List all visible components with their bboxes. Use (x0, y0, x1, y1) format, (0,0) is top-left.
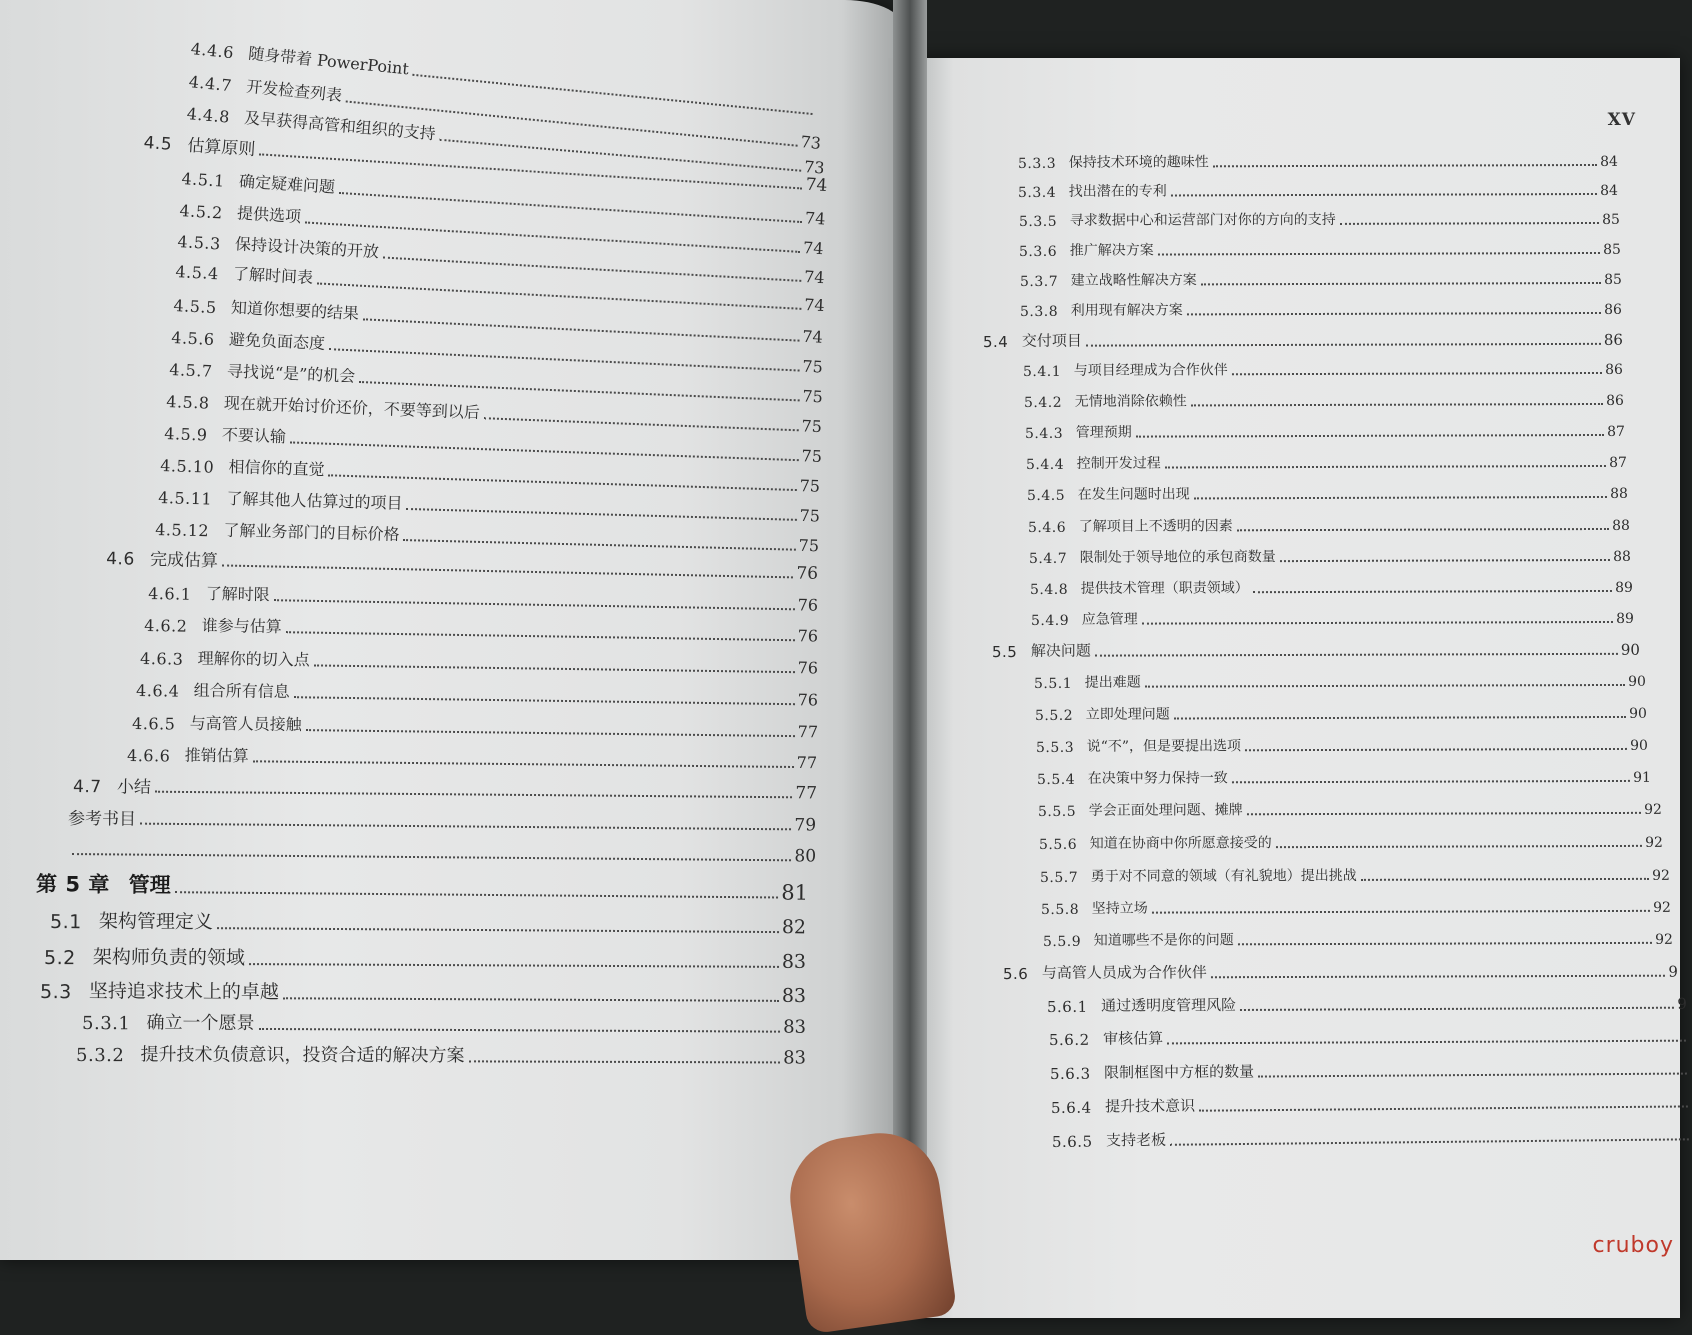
toc-entry (1040, 864, 1670, 886)
toc-page-number: 76 (797, 658, 819, 678)
toc-entry-title: 避免负面态度 (228, 329, 326, 353)
toc-entry (1036, 734, 1648, 756)
toc-page-number: 76 (797, 690, 819, 710)
toc-page-number: 82 (781, 916, 807, 939)
toc-entry-title: 寻求数据中心和运营部门对你的方向的支持 (1069, 211, 1336, 229)
toc-entry (1020, 298, 1622, 320)
toc-entry-number: 5.3.3 (1017, 155, 1057, 172)
toc-entry-title: 管理 (128, 872, 171, 898)
toc-leader-dots (1142, 620, 1613, 625)
toc-entry-title: 无情地消除依赖性 (1074, 393, 1187, 410)
toc-entry (1038, 798, 1662, 820)
toc-leader-dots (1258, 1071, 1687, 1077)
toc-page-number: 9 (1677, 994, 1687, 1013)
toc-entry-title: 参考书目 (68, 809, 137, 830)
toc-entry-number: 4.4.6 (190, 39, 235, 63)
toc-leader-dots (1136, 433, 1604, 438)
toc-page-number: 74 (802, 238, 824, 259)
toc-leader-dots (1238, 941, 1652, 945)
toc-entry-number: 4.5.6 (171, 328, 216, 349)
toc-entry-title: 了解时间表 (232, 264, 314, 288)
toc-entry-title: 与高管人员成为合作伙伴 (1041, 963, 1207, 982)
toc-entry-title: 勇于对不同意的领域（有礼貌地）提出挑战 (1090, 867, 1357, 885)
toc-page-number: 86 (1603, 330, 1623, 349)
watermark: cruboy (1592, 1233, 1674, 1258)
toc-entry-number: 4.6.3 (140, 649, 184, 669)
toc-page-number: 90 (1630, 737, 1648, 754)
toc-entry-number: 5.5.5 (1037, 803, 1077, 820)
toc-entry (1020, 268, 1622, 290)
toc-leader-dots (1191, 402, 1603, 406)
toc-page-number: 85 (1602, 211, 1620, 228)
toc-leader-dots (469, 1059, 781, 1063)
toc-entry (44, 942, 806, 973)
toc-leader-dots (1276, 844, 1642, 848)
toc-entry-title: 了解项目上不透明的因素 (1078, 518, 1233, 535)
toc-entry-title: 寻找说“是”的机会 (226, 361, 356, 386)
toc-page-number: 88 (1610, 485, 1628, 502)
toc-entry-title: 相信你的直觉 (228, 457, 325, 480)
toc-entry-number: 5.3.2 (76, 1045, 125, 1067)
toc-entry (1019, 208, 1620, 230)
toc-entry-number: 5.5.2 (1034, 707, 1074, 724)
toc-page-number: 77 (795, 783, 818, 804)
toc-page-number: 75 (801, 446, 823, 466)
toc-entry-title: 应急管理 (1081, 611, 1138, 628)
toc-page-number: 91 (1633, 769, 1651, 786)
toc-page-number: 84 (1600, 153, 1618, 170)
toc-page-number: 81 (781, 880, 809, 905)
toc-entry-number: 5.4.1 (1022, 363, 1062, 380)
toc-entry-title: 立即处理问题 (1085, 706, 1170, 723)
toc-page-number: 86 (1605, 361, 1623, 378)
toc-entry-number: 4.5.12 (155, 520, 210, 541)
toc-entry-title: 说“不”，但是要提出选项 (1086, 738, 1242, 755)
toc-entry-title: 完成估算 (149, 549, 219, 572)
toc-leader-dots (1170, 1137, 1689, 1145)
toc-entry (1041, 896, 1671, 918)
toc-entry (983, 328, 1623, 351)
toc-leader-dots (1247, 811, 1641, 815)
toc-entry-number: 4.6 (106, 549, 135, 570)
toc-entry (1025, 420, 1625, 442)
toc-leader-dots (1187, 311, 1601, 315)
toc-entry-number: 第 5 章 (36, 872, 110, 897)
toc-entry-number: 5.5.3 (1035, 739, 1075, 756)
toc-leader-dots (306, 728, 795, 737)
toc-page-number: 73 (799, 132, 822, 153)
toc-entry-number: 5.4.8 (1029, 581, 1069, 598)
toc-page-number: 83 (781, 984, 807, 1008)
toc-page-number: 74 (805, 174, 828, 197)
toc-leader-dots (1232, 779, 1630, 783)
toc-page-number: 76 (796, 563, 819, 584)
toc-entry-title: 推广解决方案 (1069, 242, 1154, 259)
toc-entry-title: 了解时限 (205, 584, 270, 605)
toc-entry-title: 了解其他人估算过的项目 (226, 488, 403, 513)
toc-entry-title: 在发生问题时出现 (1077, 486, 1190, 503)
toc-leader-dots (1194, 495, 1607, 499)
toc-page-number: 76 (797, 626, 819, 646)
toc-page-number: 73 (803, 156, 826, 178)
toc-page-number: 88 (1612, 517, 1630, 534)
toc-page-number: 90 (1629, 705, 1647, 722)
toc-entry-title: 管理预期 (1075, 424, 1132, 441)
toc-entry (1050, 1058, 1690, 1083)
toc-entry-number: 4.4.8 (186, 104, 231, 127)
toc-entry-number: 5.3.8 (1019, 303, 1059, 320)
toc-entry (1003, 960, 1678, 983)
toc-entry (1043, 928, 1673, 950)
toc-entry-title: 提升技术意识 (1105, 1096, 1196, 1116)
toc-leader-dots (283, 996, 779, 1002)
toc-entry-number: 4.5.11 (158, 488, 213, 509)
toc-entry-title: 解决问题 (1030, 641, 1091, 660)
toc-entry-title: 在决策中努力保持一致 (1087, 770, 1228, 787)
toc-leader-dots (1240, 1006, 1674, 1011)
toc-entry-number: 5.5.8 (1040, 901, 1080, 918)
toc-entry-title: 架构师负责的领域 (92, 946, 245, 970)
toc-page-number: 75 (801, 356, 824, 377)
toc-entry-title: 理解你的切入点 (197, 648, 310, 670)
toc-leader-dots (1232, 371, 1602, 375)
toc-leader-dots (1086, 342, 1601, 347)
toc-entry-number: 5.1 (50, 911, 82, 934)
toc-entry-title: 与项目经理成为合作伙伴 (1073, 362, 1228, 379)
toc-entry-title: 了解业务部门的目标价格 (223, 520, 400, 544)
toc-entry-title: 知道哪些不是你的问题 (1093, 932, 1234, 949)
toc-entry (1047, 992, 1687, 1016)
toc-page-number: 92 (1655, 931, 1673, 948)
toc-page-number: 74 (803, 294, 826, 316)
toc-entry (1030, 576, 1633, 598)
toc-leader-dots (140, 822, 791, 831)
toc-entry-title: 提出难题 (1084, 674, 1141, 691)
toc-entry-title: 架构管理定义 (98, 910, 213, 934)
book-gutter (893, 0, 927, 1260)
toc-entry-number: 5.6.3 (1049, 1064, 1091, 1083)
toc-entry-number: 5.6.1 (1046, 997, 1088, 1016)
toc-entry-number: 5.3.5 (1018, 213, 1058, 230)
toc-entry (1024, 389, 1624, 411)
toc-entry (1026, 451, 1627, 473)
toc-entry-number: 5.5.4 (1036, 771, 1076, 788)
toc-entry-number: 4.5.4 (175, 262, 220, 284)
toc-leader-dots (253, 759, 794, 768)
toc-entry-number: 5.3.1 (82, 1013, 131, 1035)
toc-page-number: 85 (1604, 271, 1622, 288)
toc-entry-number: 5.4.5 (1026, 487, 1066, 504)
toc-page-number: 74 (803, 267, 826, 288)
toc-page-number: 92 (1653, 899, 1671, 916)
toc-entry-number: 4.5.5 (173, 296, 218, 318)
toc-leader-dots (1158, 251, 1600, 256)
toc-page-number: 85 (1603, 241, 1621, 258)
toc-entry (1039, 831, 1663, 853)
toc-entry-number: 4.6.4 (136, 681, 180, 701)
toc-leader-dots (155, 790, 793, 799)
toc-entry-number: 4.5.9 (164, 424, 208, 445)
toc-page-number: 75 (798, 535, 820, 556)
toc-page-number: 90 (1620, 640, 1640, 659)
toc-entry-title: 学会正面处理问题、摊牌 (1088, 802, 1243, 819)
toc-leader-dots (1245, 747, 1627, 751)
toc-entry-number: 4.6.5 (132, 714, 176, 734)
toc-entry-title: 支持老板 (1105, 1130, 1167, 1150)
toc-entry-title: 与高管人员接触 (189, 713, 302, 735)
toc-entry (1034, 670, 1646, 692)
toc-entry (1037, 766, 1651, 788)
toc-entry-title: 限制处于领导地位的承包商数量 (1079, 549, 1276, 566)
toc-entry-number: 5.4.6 (1027, 519, 1067, 536)
toc-page-number: 77 (796, 753, 818, 773)
toc-entry-number: 5.4.2 (1023, 394, 1063, 411)
toc-entry-title: 找出潜在的专利 (1068, 183, 1167, 200)
toc-entry-number: 5.4.3 (1024, 425, 1064, 442)
toc-entry-title: 控制开发过程 (1076, 455, 1161, 472)
toc-leader-dots (1237, 527, 1609, 531)
toc-entry-title: 建立战略性解决方案 (1070, 272, 1197, 289)
toc-leader-dots (1280, 558, 1610, 562)
toc-entry-number: 5.4 (982, 332, 1009, 351)
toc-entry-number: 5.6.5 (1051, 1132, 1093, 1151)
toc-entry (1029, 545, 1631, 567)
toc-page-number: 92 (1645, 834, 1663, 851)
toc-entry-title: 小结 (116, 777, 152, 798)
toc-entry-number: 5.3 (40, 981, 72, 1004)
toc-leader-dots (1211, 974, 1666, 979)
toc-entry-title: 提供选项 (236, 203, 302, 227)
toc-entry (76, 1040, 806, 1069)
toc-entry-title: 坚持立场 (1091, 900, 1148, 917)
toc-entry-number: 5.4.7 (1028, 550, 1068, 567)
toc-entry-number: 5.4.4 (1025, 456, 1065, 473)
toc-entry-title: 审核估算 (1103, 1029, 1164, 1048)
toc-page-number: 83 (783, 1016, 807, 1038)
toc-page-number: 86 (1606, 392, 1624, 409)
toc-leader-dots (249, 962, 779, 968)
toc-entry-title: 限制框图中方框的数量 (1104, 1062, 1255, 1082)
toc-entry-title: 开发检查列表 (245, 76, 343, 105)
toc-entry (1023, 358, 1623, 380)
toc-entry (1049, 1025, 1689, 1049)
toc-entry-number: 5.5 (991, 642, 1018, 661)
toc-entry-number: 5.5.9 (1042, 933, 1082, 950)
toc-leader-dots (1199, 1104, 1688, 1111)
toc-entry-title: 提升技术负债意识，投资合适的解决方案 (140, 1044, 465, 1067)
toc-entry-title: 知道在协商中你所愿意接受的 (1089, 835, 1272, 852)
toc-page-number: 9 (1668, 962, 1678, 981)
toc-leader-dots (1201, 281, 1601, 285)
toc-leader-dots (294, 695, 795, 705)
toc-entry-number: 4.5.2 (179, 201, 224, 223)
toc-page-number: 83 (781, 950, 807, 973)
toc-entry (1018, 179, 1618, 201)
toc-entry-number: 5.6.2 (1048, 1030, 1090, 1049)
toc-entry (1019, 238, 1621, 260)
toc-page-number: 89 (1616, 610, 1634, 627)
toc-entry (1035, 702, 1647, 724)
toc-page-number: 79 (794, 815, 817, 836)
toc-page-number: 89 (1615, 579, 1633, 596)
toc-entry-number: 5.4.9 (1030, 612, 1070, 629)
toc-leader-dots (1165, 464, 1606, 469)
toc-entry-title: 推销估算 (184, 745, 249, 766)
toc-page-number: 74 (804, 208, 826, 229)
toc-leader-dots (1095, 652, 1618, 657)
toc-entry (1031, 607, 1634, 629)
toc-entry-number: 4.5.3 (177, 232, 222, 254)
toc-page-number: 76 (797, 595, 819, 615)
toc-entry-title: 通过透明度管理风险 (1101, 996, 1237, 1015)
toc-leader-dots (1253, 589, 1612, 593)
toc-page-number: 75 (799, 505, 821, 526)
toc-entry-number: 4.5 (143, 133, 173, 155)
toc-entry-number: 5.3.4 (1017, 184, 1057, 201)
toc-entry-number: 4.7 (73, 777, 102, 798)
toc-entry-title: 随身带着 PowerPoint (247, 43, 410, 79)
toc-entry-number: 4.6.2 (144, 616, 188, 636)
toc-leader-dots (1213, 163, 1597, 167)
toc-entry-title: 交付项目 (1021, 331, 1082, 350)
toc-entry (992, 638, 1640, 661)
toc-entry (1018, 150, 1618, 172)
toc-entry-title: 组合所有信息 (193, 680, 290, 702)
toc-entry-title: 利用现有解决方案 (1070, 302, 1183, 319)
toc-entry-title: 谁参与估算 (201, 615, 282, 637)
toc-entry-number: 5.6.4 (1050, 1098, 1092, 1117)
toc-page-number: 87 (1607, 423, 1625, 440)
toc-page-number: 92 (1644, 801, 1662, 818)
toc-page-number: 92 (1652, 867, 1670, 884)
toc-entry-number: 4.5.10 (160, 456, 215, 477)
toc-page-number: 84 (1600, 182, 1618, 199)
toc-page-number: 80 (794, 846, 817, 867)
toc-entry-number: 5.2 (44, 947, 76, 970)
toc-entry-title: 现在就开始讨价还价，不要等到以后 (223, 393, 481, 423)
toc-leader-dots (314, 663, 795, 673)
page-header-label: XV (1607, 110, 1636, 130)
toc-entry-number: 4.6.1 (148, 584, 192, 604)
toc-entry-title: 确立一个愿景 (146, 1012, 255, 1034)
toc-entry-title: 提供技术管理（职责领域） (1080, 580, 1249, 597)
toc-leader-dots (1152, 909, 1650, 914)
toc-entry-title: 估算原则 (186, 135, 256, 161)
toc-entry-number: 5.5.6 (1038, 836, 1078, 853)
toc-entry-title: 及早获得高管和组织的支持 (243, 107, 437, 144)
toc-leader-dots (1174, 715, 1626, 720)
toc-entry (82, 1008, 806, 1038)
toc-leader-dots (259, 1027, 781, 1033)
toc-leader-dots (1171, 192, 1597, 196)
toc-entry-number: 4.5.1 (181, 169, 226, 191)
toc-entry (50, 906, 806, 938)
toc-page-number: 88 (1613, 548, 1631, 565)
toc-entry-title: 知道你想要的结果 (230, 297, 360, 324)
toc-leader-dots (72, 852, 791, 861)
toc-page-number: 87 (1609, 454, 1627, 471)
toc-page-number: 75 (801, 416, 823, 437)
toc-entry-number: 5.3.6 (1018, 243, 1058, 260)
toc-entry-number: 4.5.7 (169, 360, 213, 381)
toc-leader-dots (1361, 877, 1649, 881)
toc-entry-title: 不要认输 (221, 425, 287, 447)
toc-entry-number: 5.3.7 (1019, 273, 1059, 290)
toc-page-number: 86 (1604, 301, 1622, 318)
toc-entry-title: 确定疑难问题 (238, 171, 336, 197)
toc-leader-dots (1167, 1038, 1686, 1044)
toc-page-number: 90 (1628, 673, 1646, 690)
toc-entry-number: 5.5.7 (1039, 869, 1079, 886)
toc-leader-dots (175, 890, 779, 898)
toc-entry (1027, 482, 1628, 504)
toc-entry-title: 保持技术环境的趣味性 (1068, 154, 1209, 171)
toc-entry-title: 坚持追求技术上的卓越 (88, 980, 279, 1004)
toc-page-number: 74 (801, 326, 824, 347)
toc-page-number: 83 (783, 1047, 807, 1069)
toc-entry-number: 4.4.7 (188, 72, 233, 96)
toc-entry-number: 4.5.8 (166, 392, 210, 413)
toc-page-number: 75 (802, 386, 824, 407)
toc-entry-number: 5.5.1 (1033, 675, 1073, 692)
toc-leader-dots (1145, 683, 1625, 688)
toc-page-number: 75 (799, 476, 821, 496)
toc-entry (1028, 514, 1630, 536)
toc-entry (40, 976, 806, 1007)
toc-entry-title: 保持设计决策的开放 (234, 234, 380, 262)
toc-leader-dots (1340, 221, 1599, 225)
toc-entry-number: 4.6.6 (127, 746, 171, 766)
toc-page-number: 77 (797, 722, 819, 742)
toc-leader-dots (217, 926, 779, 933)
toc-entry-number: 5.6 (1002, 964, 1029, 983)
